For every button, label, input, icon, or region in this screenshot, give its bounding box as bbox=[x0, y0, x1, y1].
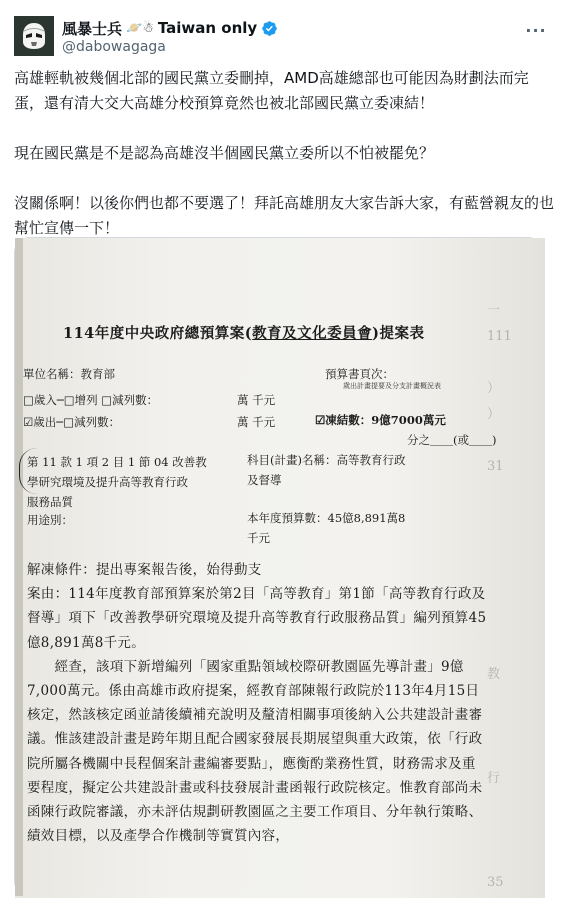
item-code: 第 11 款 1 項 2 目 1 節 04 改善教 bbox=[27, 455, 207, 469]
bleed-line: ） bbox=[487, 381, 501, 396]
display-name-suffix[interactable]: Taiwan only bbox=[157, 19, 258, 37]
planet-snowman-emoji-icon: 🪐☃ bbox=[126, 20, 154, 36]
year-budget-unit: 千元 bbox=[247, 531, 270, 545]
display-name[interactable]: 風暴士兵 bbox=[62, 19, 123, 38]
budget-page: 預算書頁次： bbox=[325, 367, 394, 381]
plan-name: 科目(計畫)名稱：高等教育行政 bbox=[247, 453, 406, 467]
income-unit: 萬 千元 bbox=[237, 393, 276, 407]
post-paragraph: 高雄輕軌被幾個北部的國民黨立委刪掉，AMD高雄總部也可能因為財劃法而完蛋，還有清大交大高雄分校預算竟然也被北部國民黨立委凍結！ bbox=[14, 69, 529, 112]
bleed-line: 教 bbox=[487, 667, 501, 682]
document-paragraph: 案由：114年度教育部預算案於第2目「高等教育」第1節「高等教育行政及督導」項下「改善教學研究環境及提升高等教育行政服務品質」編列預算45億8,891萬8千元。 bbox=[27, 586, 487, 651]
verified-badge-icon[interactable] bbox=[261, 20, 278, 37]
bleed-line: 31 bbox=[487, 459, 504, 474]
post-header bbox=[14, 14, 554, 58]
name-line bbox=[62, 18, 278, 38]
expense-unit: 萬 千元 bbox=[237, 415, 276, 429]
avatar[interactable] bbox=[14, 16, 54, 56]
bleed-line: 一 bbox=[487, 303, 501, 318]
post-paragraph: 沒關係啊！以後你們也都不要選了！拜託高雄朋友大家告訴大家，有藍營親友的也幫忙宣傳一下！ bbox=[14, 194, 555, 237]
document-paragraph: 解凍條件：提出專案報告後，始得動支 bbox=[27, 562, 262, 578]
post-paragraph: 現在國民黨是不是認為高雄沒半個國民黨立委所以不怕被罷免？ bbox=[14, 144, 435, 162]
stormtrooper-avatar-icon bbox=[14, 16, 54, 56]
unit-name: 單位名稱：教育部 bbox=[23, 367, 115, 381]
item-code-line3: 服務品質 bbox=[27, 495, 73, 509]
document-paragraph: 經查，該項下新增編列「國家重點領域校際研教園區先導計畫」9億7,000萬元。係由高雄市政府提案，經教育部陳報行政院於113年4月15日核定，然該核定函並請後續補充說明及釐清相關事項後納入公共建設計畫審議。惟該建設計畫是跨年期且配合國家發展長期展望與重大政策，依「行政院所屬各機關中長程個案計畫編審要點」，應衡酌業務性質，財務需求及重要程度，擬定公共建設計畫或科技發展計畫函報行政院核定。惟教育部尚未函陳行政院審議，亦未評估規劃研教園區之主要工作項目、分年執行策略、績效目標，以及產學合作機制等實質內容， bbox=[27, 658, 483, 845]
bleed-line: ） bbox=[487, 407, 501, 422]
income-line: □歲入─□增列 □減列數： bbox=[23, 393, 159, 407]
plan-name-line2: 及督導 bbox=[247, 473, 282, 487]
bleed-line: 35 bbox=[487, 875, 504, 890]
year-budget: 本年度預算數：45億8,891萬8 bbox=[247, 511, 406, 525]
attached-photo[interactable] bbox=[14, 237, 544, 897]
bleed-line: 行 bbox=[487, 771, 501, 786]
freeze-amount: ☑凍結數：9億7000萬元 bbox=[315, 413, 446, 427]
budget-proposal-document bbox=[15, 238, 545, 898]
budget-page-note: 歲出計畫提要及分支計畫概況表 bbox=[343, 382, 441, 390]
fraction-line: 分之＿＿(或＿＿) bbox=[407, 433, 497, 447]
document-body bbox=[27, 558, 487, 848]
item-code-line2: 學研究環境及提升高等教育行政 bbox=[27, 475, 188, 489]
expense-line: ☑歲出─□減列數： bbox=[23, 415, 121, 429]
basis-label: 用途別： bbox=[27, 513, 73, 527]
bleed-line: 111 bbox=[487, 329, 512, 344]
post-text bbox=[14, 66, 554, 241]
more-options-button[interactable]: ··· bbox=[525, 20, 547, 40]
handle[interactable]: @dabowagaga bbox=[62, 39, 166, 55]
document-title: 114年度中央政府總預算案(教育及文化委員會)提案表 bbox=[63, 325, 425, 342]
